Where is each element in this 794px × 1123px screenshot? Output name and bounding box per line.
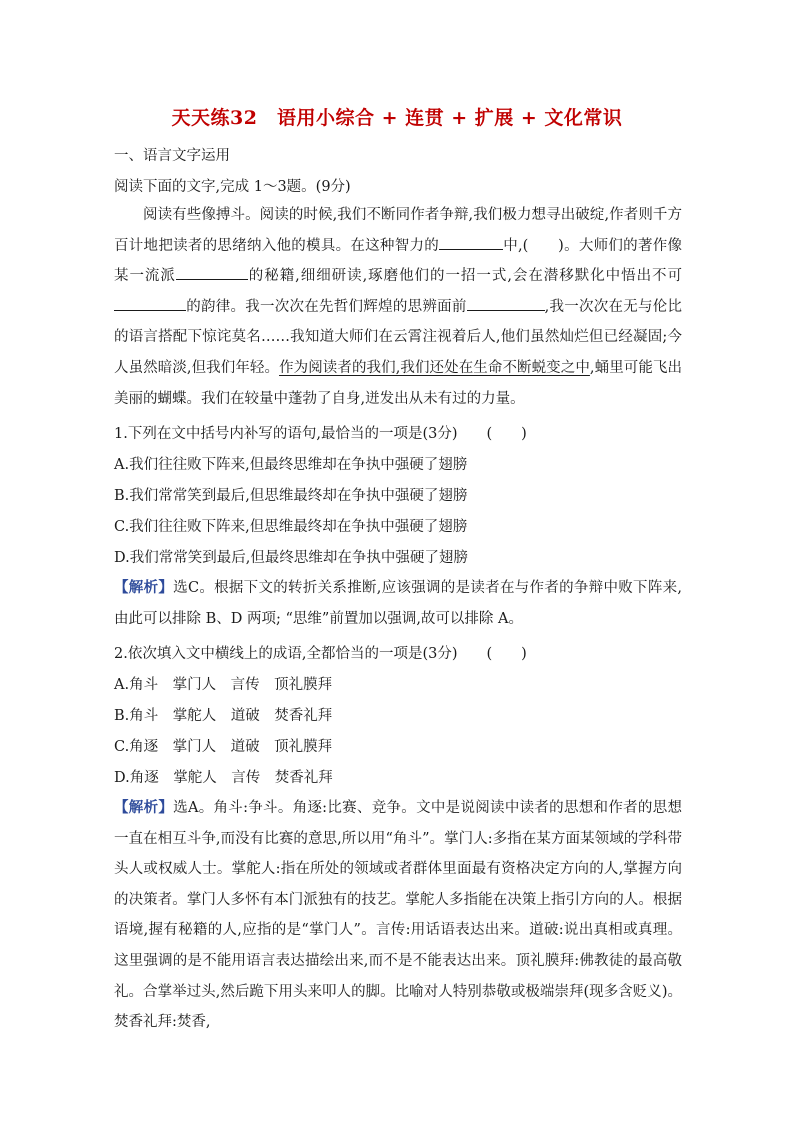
passage-text: ,我一次次在无与伦比的语言搭配下惊诧莫名……我知道大师们在云霄注视着后人,他们虽然灿烂但已经凝固;今人虽然暗淡,但我们年轻。 <box>114 298 683 376</box>
analysis-text: 选C。根据下文的转折关系推断,应该强调的是读者在与作者的争辩中败下阵来,由此可以排除 B、D 两项; “思维”前置加以强调,故可以排除 A。 <box>114 580 683 627</box>
question-1-option-d: D.我们常常笑到最后,但最终思维却在争执中强硬了翅膀 <box>114 550 468 566</box>
question-1-stem: 1.下列在文中括号内补写的语句,最恰当的一项是(3分) ( ) <box>114 426 527 442</box>
page-title: 天天练32 语用小综合 + 连贯 + 扩展 + 文化常识 <box>171 107 623 129</box>
reading-passage <box>114 200 682 414</box>
question-1-option-c: C.我们往往败下阵来,但思维最终却在争执中强硬了翅膀 <box>114 519 468 535</box>
answer-blank <box>114 296 186 311</box>
section-heading: 一、语言文字运用 <box>114 148 230 164</box>
answer-blank <box>467 296 545 311</box>
analysis-text: 选A。角斗:争斗。角逐:比赛、竞争。文中是说阅读中读者的思想和作者的思想一直在相互斗争,而没有比赛的意思,所以用“角斗”。掌门人:多指在某方面某领域的学科带头人或权威人士。掌舵人:指在所处的领域或者群体里面最有资格决定方向的人,掌握方向的决策者。掌门人多怀有本门派独有的技艺。掌舵人多指能在决策上指引方向的人。根据语境,握有秘籍的人,应指的是“掌门人”。言传:用话语表达出来。道破:说出真相或真理。这里强调的是不能用语言表达描绘出来,而不是不能表达出来。顶礼膜拜:佛教徒的最高敬礼。合掌举过头,然后跪下用头来叩人的脚。比喻对人特别恭敬或极端崇拜(现多含贬义)。焚香礼拜:焚香, <box>114 800 682 1031</box>
question-2-option-b: B.角斗 掌舵人 道破 焚香礼拜 <box>114 708 333 724</box>
answer-blank <box>439 235 503 250</box>
instruction-text: 阅读下面的文字,完成 1～3题。(9分) <box>114 179 351 195</box>
answer-blank <box>176 265 248 280</box>
question-1-option-b: B.我们常常笑到最后,但思维最终却在争执中强硬了翅膀 <box>114 488 468 504</box>
question-1-option-a: A.我们往往败下阵来,但最终思维却在争执中强硬了翅膀 <box>114 457 468 473</box>
underlined-sentence: 作为阅读者的我们,我们还处在生命不断蜕变之中 <box>279 359 590 376</box>
question-2-option-a: A.角斗 掌门人 言传 顶礼膜拜 <box>114 677 333 693</box>
analysis-tag: 【解析】 <box>114 799 174 816</box>
question-2-analysis <box>114 793 682 1038</box>
question-1-analysis <box>114 573 682 634</box>
passage-text: 阅读有些像搏斗。阅读的时候,我们不断同作者争辩,我们极力想寻出破绽,作者则千方百计地把读者的思绪纳入他的模具。在这种智力的 <box>114 207 682 254</box>
passage-text: 的秘籍,细细研读,琢磨他们的一招一式,会在潜移默化中悟出不可 <box>247 268 682 285</box>
question-2-option-d: D.角逐 掌舵人 言传 焚香礼拜 <box>114 770 333 786</box>
question-2-option-c: C.角逐 掌门人 道破 顶礼膜拜 <box>114 739 333 755</box>
passage-text: 中,( )。大师们的著作像某一流派 <box>114 237 682 285</box>
analysis-tag: 【解析】 <box>114 579 174 596</box>
passage-text: ,蛹里可能飞出美丽的蝴蝶。我们在较量中蓬勃了自身,迸发出从未有过的力量。 <box>114 359 683 407</box>
passage-text: 的韵律。我一次次在先哲们辉煌的思辨面前 <box>186 298 467 315</box>
question-2-stem: 2.依次填入文中横线上的成语,全都恰当的一项是(3分) ( ) <box>114 646 527 662</box>
